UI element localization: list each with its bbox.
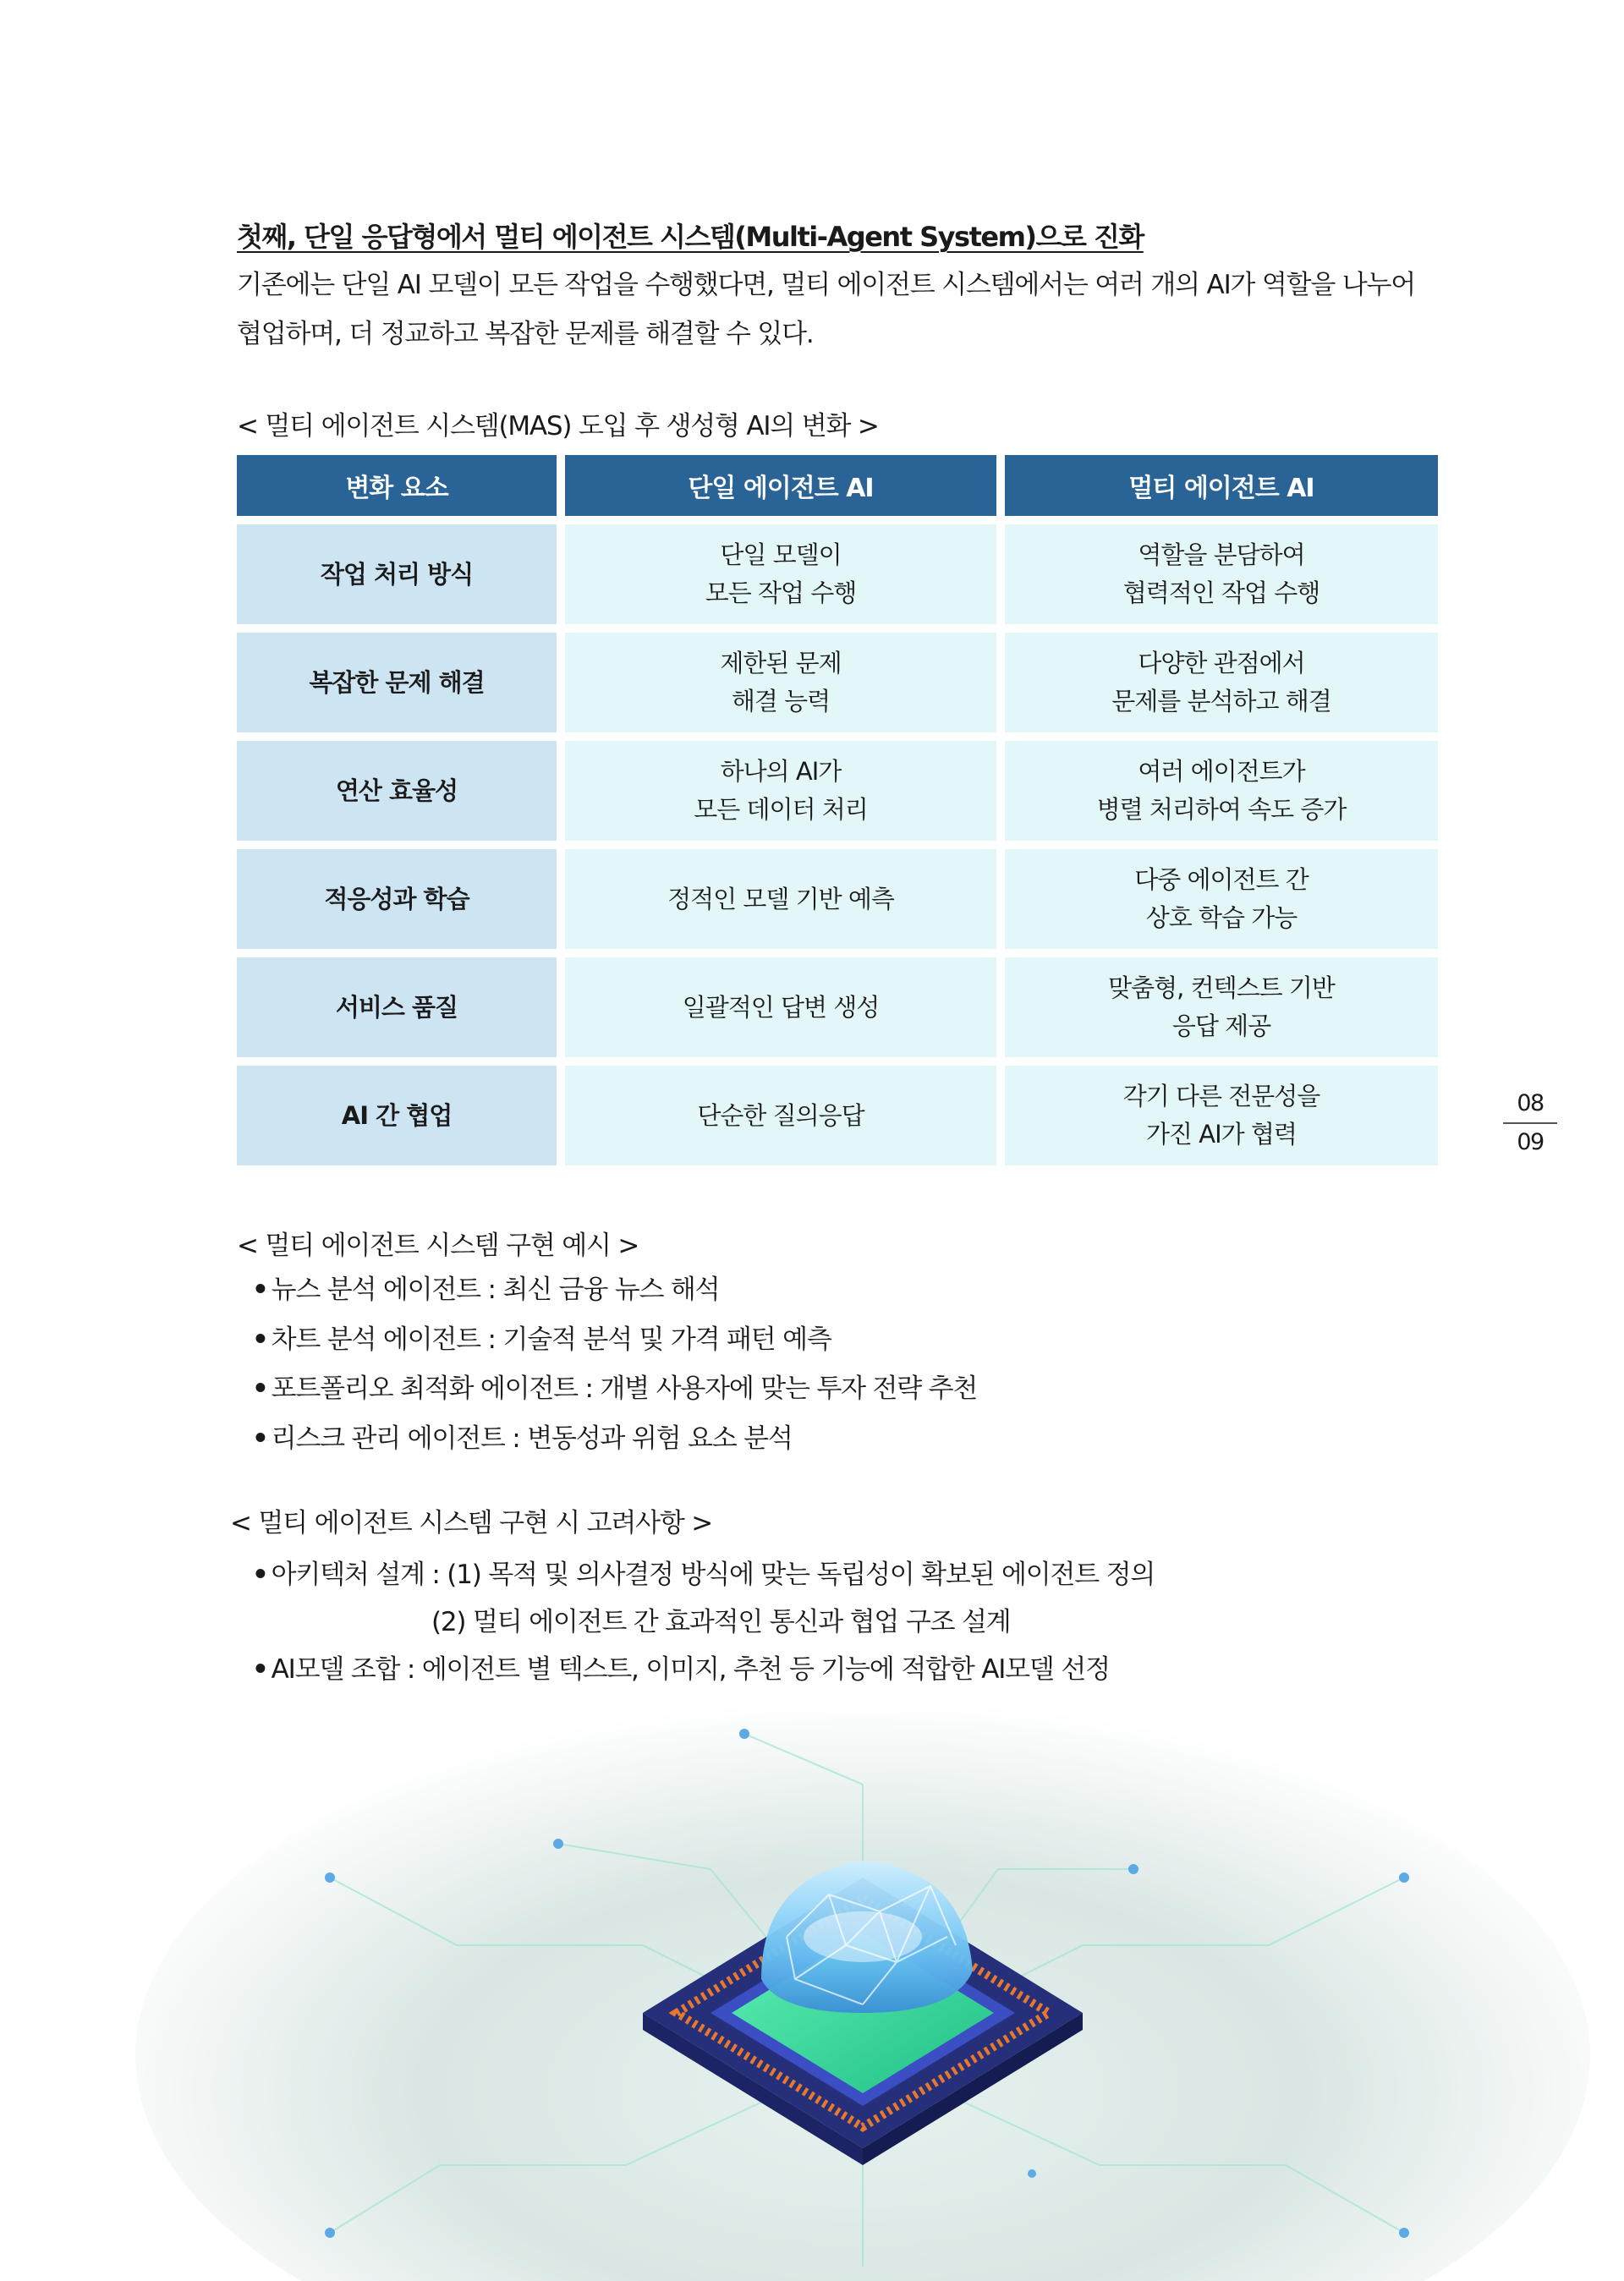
multi-agent-cell: 다중 에이전트 간 상호 학습 가능 — [1005, 849, 1438, 949]
list-item: • 포트폴리오 최적화 에이전트 : 개별 사용자에 맞는 투자 전략 추천 — [252, 1374, 978, 1404]
bullet-icon: • — [252, 1324, 268, 1355]
page-numbers — [1503, 1088, 1557, 1159]
table-row — [237, 849, 1438, 949]
list-item: • 뉴스 분석 에이전트 : 최신 금융 뉴스 해석 — [252, 1275, 720, 1305]
bullet-icon: • — [252, 1423, 268, 1454]
intro-paragraph — [237, 260, 1455, 359]
multi-agent-cell: 역할을 분담하여 협력적인 작업 수행 — [1005, 524, 1438, 624]
table-row — [237, 633, 1438, 732]
multi-agent-cell: 여러 에이전트가 병렬 처리하여 속도 증가 — [1005, 741, 1438, 841]
section-title: 첫째, 단일 응답형에서 멀티 에이전트 시스템(Multi-Agent System)으로 진화 — [237, 221, 1144, 253]
factor-cell: 서비스 품질 — [237, 957, 557, 1057]
factor-cell: 적응성과 학습 — [237, 849, 557, 949]
factor-cell: 작업 처리 방식 — [237, 524, 557, 624]
header-change-factor: 변화 요소 — [237, 455, 557, 516]
single-agent-cell: 단일 모델이 모든 작업 수행 — [565, 524, 996, 624]
page-number-left: 08 — [1517, 1090, 1544, 1116]
factor-cell: 연산 효율성 — [237, 741, 557, 841]
intro-line: 협업하며, 더 정교하고 복잡한 문제를 해결할 수 있다. — [237, 319, 814, 349]
examples-list — [252, 1265, 977, 1463]
examples-caption: < 멀티 에이전트 시스템 구현 예시 > — [237, 1231, 639, 1261]
table-row — [237, 1066, 1438, 1165]
single-agent-cell: 정적인 모델 기반 예측 — [565, 849, 996, 949]
table-caption: < 멀티 에이전트 시스템(MAS) 도입 후 생성형 AI의 변화 > — [237, 411, 879, 441]
page-number-divider — [1503, 1122, 1557, 1124]
factor-cell: AI 간 협업 — [237, 1066, 557, 1165]
list-item: • 리스크 관리 에이전트 : 변동성과 위험 요소 분석 — [252, 1423, 793, 1454]
list-item: • 차트 분석 에이전트 : 기술적 분석 및 가격 패턴 예측 — [252, 1324, 831, 1355]
single-agent-cell: 하나의 AI가 모든 데이터 처리 — [565, 741, 996, 841]
factor-cell: 복잡한 문제 해결 — [237, 633, 557, 732]
architecture-subline: (2) 멀티 에이전트 간 효과적인 통신과 협업 구조 설계 — [431, 1607, 1011, 1637]
multi-agent-cell: 각기 다른 전문성을 가진 AI가 협력 — [1005, 1066, 1438, 1165]
table-row — [237, 741, 1438, 841]
header-multi-agent: 멀티 에이전트 AI — [1005, 455, 1438, 516]
page-number-right: 09 — [1517, 1129, 1544, 1155]
table-row — [237, 524, 1438, 624]
single-agent-cell: 제한된 문제 해결 능력 — [565, 633, 996, 732]
list-item: • 아키텍처 설계 : (1) 목적 및 의사결정 방식에 맞는 독립성이 확보된 에이전트 정의 (2) 멀티 에이전트 간 효과적인 통신과 협업 구조 설계 — [252, 1551, 1155, 1646]
ai-chip-brain-illustration — [118, 1658, 1607, 2281]
multi-agent-cell: 맞춤형, 컨텍스트 기반 응답 제공 — [1005, 957, 1438, 1057]
bullet-icon: • — [252, 1275, 268, 1305]
intro-line: 기존에는 단일 AI 모델이 모든 작업을 수행했다면, 멀티 에이전트 시스템에서는 여러 개의 AI가 역할을 나누어 — [237, 270, 1416, 300]
table-header-row — [237, 455, 1438, 516]
table-row — [237, 957, 1438, 1057]
considerations-caption: < 멀티 에이전트 시스템 구현 시 고려사항 > — [230, 1508, 713, 1538]
bullet-icon: • — [252, 1560, 268, 1590]
multi-agent-cell: 다양한 관점에서 문제를 분석하고 해결 — [1005, 633, 1438, 732]
bullet-icon: • — [252, 1654, 268, 1685]
mas-comparison-table — [228, 447, 1446, 1174]
list-item: • AI모델 조합 : 에이전트 별 텍스트, 이미지, 추천 등 기능에 적합한 AI모델 선정 — [252, 1654, 1110, 1685]
single-agent-cell: 단순한 질의응답 — [565, 1066, 996, 1165]
header-single-agent: 단일 에이전트 AI — [565, 455, 996, 516]
bullet-icon: • — [252, 1374, 268, 1404]
single-agent-cell: 일괄적인 답변 생성 — [565, 957, 996, 1057]
